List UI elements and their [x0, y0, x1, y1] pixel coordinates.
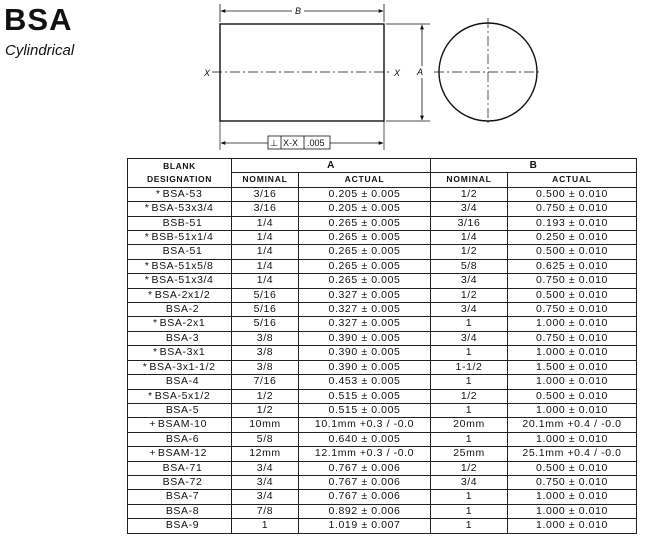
axis-label-left: X: [204, 68, 211, 78]
cell-a-nominal: 1/2: [232, 403, 299, 417]
designation-text: BSA-51x5/8: [151, 259, 214, 272]
dimension-label-b: B: [295, 6, 302, 16]
cell-b-actual: 1.000 ± 0.010: [508, 432, 637, 446]
table-row: [128, 216, 637, 230]
table-row: [128, 187, 637, 201]
group-header-a: A: [232, 159, 431, 173]
cell-a-actual: 0.515 ± 0.005: [299, 389, 431, 403]
cell-a-nominal: 5/8: [232, 432, 299, 446]
column-header-a-nominal: NOMINAL: [232, 173, 299, 187]
designation-mark: *: [144, 202, 150, 215]
designation-text: BSA-53: [162, 187, 203, 200]
designation-text: BSA-5x1/2: [154, 389, 211, 402]
designation-text: BSA-4: [165, 375, 200, 388]
cell-a-nominal: 12mm: [232, 447, 299, 461]
cell-designation: [128, 245, 232, 259]
designation-text: BSB-51x1/4: [151, 231, 214, 244]
designation-text: BSA-5: [165, 403, 200, 416]
cell-a-actual: 0.390 ± 0.005: [299, 360, 431, 374]
cell-b-nominal: 3/4: [431, 331, 508, 345]
designation-mark: *: [144, 231, 150, 244]
cell-b-actual: 1.500 ± 0.010: [508, 360, 637, 374]
cell-designation: [128, 187, 232, 201]
designation-text: BSA-3: [165, 331, 200, 344]
designation-text: BSA-2x1/2: [154, 288, 211, 301]
cell-designation: [128, 274, 232, 288]
cell-a-actual: 0.205 ± 0.005: [299, 202, 431, 216]
cell-b-actual: 20.1mm +0.4 / -0.0: [508, 418, 637, 432]
cell-b-actual: 0.500 ± 0.010: [508, 245, 637, 259]
cell-designation: [128, 403, 232, 417]
dimensions-table: [127, 158, 637, 534]
perpendicularity-symbol: ⊥: [270, 138, 278, 148]
designation-text: BSA-2: [165, 303, 200, 316]
designation-text: BSA-3x1: [159, 346, 206, 359]
table-row: [128, 360, 637, 374]
cell-a-nominal: 3/8: [232, 360, 299, 374]
table-row: [128, 274, 637, 288]
cell-b-nominal: 1: [431, 432, 508, 446]
cell-b-actual: 0.750 ± 0.010: [508, 331, 637, 345]
cell-a-nominal: 1/4: [232, 274, 299, 288]
cell-b-actual: 0.500 ± 0.010: [508, 461, 637, 475]
cell-b-nominal: 3/4: [431, 475, 508, 489]
cell-designation: [128, 447, 232, 461]
cell-designation: [128, 389, 232, 403]
cell-b-actual: 1.000 ± 0.010: [508, 403, 637, 417]
cell-a-actual: 0.205 ± 0.005: [299, 187, 431, 201]
cell-b-nominal: 1: [431, 504, 508, 518]
designation-mark: *: [148, 288, 153, 301]
cell-a-nominal: 3/16: [232, 202, 299, 216]
cell-b-nominal: 1: [431, 519, 508, 533]
cell-b-nominal: 25mm: [431, 447, 508, 461]
tolerance-datum: X-X: [283, 138, 299, 148]
table-row: [128, 504, 637, 518]
table-row: [128, 375, 637, 389]
cell-b-actual: 0.500 ± 0.010: [508, 187, 637, 201]
designation-text: BSA-71: [162, 461, 203, 474]
designation-text: BSAM-12: [157, 447, 208, 460]
cell-designation: [128, 303, 232, 317]
cell-a-nominal: 3/8: [232, 346, 299, 360]
cell-b-actual: 1.000 ± 0.010: [508, 490, 637, 504]
cell-designation: [128, 519, 232, 533]
cell-designation: [128, 360, 232, 374]
column-header-b-nominal: NOMINAL: [431, 173, 508, 187]
cell-b-nominal: 1: [431, 346, 508, 360]
cell-a-nominal: 3/4: [232, 490, 299, 504]
table-row: [128, 403, 637, 417]
cell-designation: [128, 331, 232, 345]
cell-b-actual: 0.625 ± 0.010: [508, 259, 637, 273]
cell-designation: [128, 490, 232, 504]
table-row: [128, 490, 637, 504]
cell-designation: [128, 418, 232, 432]
cell-a-nominal: 1/4: [232, 216, 299, 230]
cell-a-actual: 12.1mm +0.3 / -0.0: [299, 447, 431, 461]
cell-a-nominal: 3/4: [232, 461, 299, 475]
product-subtitle: Cylindrical: [5, 42, 75, 59]
cell-b-actual: 0.750 ± 0.010: [508, 274, 637, 288]
cell-b-actual: 0.750 ± 0.010: [508, 202, 637, 216]
table-row: [128, 432, 637, 446]
cell-b-actual: 1.000 ± 0.010: [508, 346, 637, 360]
cell-a-nominal: 5/16: [232, 303, 299, 317]
cell-a-actual: 10.1mm +0.3 / -0.0: [299, 418, 431, 432]
cell-b-nominal: 3/4: [431, 202, 508, 216]
cell-a-nominal: 10mm: [232, 418, 299, 432]
cell-b-actual: 0.500 ± 0.010: [508, 288, 637, 302]
designation-text: BSA-51x3/4: [151, 274, 214, 287]
designation-mark: +: [149, 447, 156, 460]
cell-a-nominal: 3/4: [232, 475, 299, 489]
table-row: [128, 245, 637, 259]
table-row: [128, 202, 637, 216]
table-body: [128, 187, 637, 533]
cell-b-nominal: 3/4: [431, 303, 508, 317]
cell-b-actual: 1.000 ± 0.010: [508, 317, 637, 331]
cell-a-actual: 0.767 ± 0.006: [299, 490, 431, 504]
designation-mark: *: [144, 259, 150, 272]
cell-a-nominal: 1: [232, 519, 299, 533]
cell-b-nominal: 5/8: [431, 259, 508, 273]
cell-a-nominal: 7/16: [232, 375, 299, 389]
table-row: [128, 303, 637, 317]
cell-a-actual: 0.390 ± 0.005: [299, 346, 431, 360]
group-header-b: B: [431, 159, 637, 173]
cell-a-actual: 0.453 ± 0.005: [299, 375, 431, 389]
designation-mark: *: [152, 317, 158, 330]
cell-a-actual: 0.767 ± 0.006: [299, 475, 431, 489]
cell-b-nominal: 1-1/2: [431, 360, 508, 374]
cell-a-nominal: 3/16: [232, 187, 299, 201]
cell-a-actual: 0.327 ± 0.005: [299, 303, 431, 317]
designation-text: BSA-53x3/4: [151, 202, 214, 215]
cell-b-nominal: 1: [431, 317, 508, 331]
table-row: [128, 259, 637, 273]
designation-text: BSA-3x1-1/2: [149, 360, 216, 373]
cell-b-actual: 0.193 ± 0.010: [508, 216, 637, 230]
dimension-label-a: A: [417, 67, 424, 77]
cell-designation: [128, 475, 232, 489]
header-blank: BLANK: [163, 160, 196, 171]
cell-a-nominal: 7/8: [232, 504, 299, 518]
cell-a-nominal: 5/16: [232, 288, 299, 302]
column-header-designation: [128, 159, 232, 188]
designation-mark: *: [142, 360, 148, 373]
cell-a-nominal: 1/2: [232, 389, 299, 403]
cell-b-nominal: 1/2: [431, 288, 508, 302]
designation-text: BSA-51: [162, 245, 203, 258]
product-title: BSA: [4, 2, 73, 37]
table-row: [128, 389, 637, 403]
cell-b-nominal: 3/16: [431, 216, 508, 230]
cell-a-actual: 0.327 ± 0.005: [299, 317, 431, 331]
cell-b-actual: 1.000 ± 0.010: [508, 519, 637, 533]
cell-b-nominal: 1/2: [431, 461, 508, 475]
cell-a-actual: 0.892 ± 0.006: [299, 504, 431, 518]
cell-designation: [128, 504, 232, 518]
cell-b-nominal: 1: [431, 490, 508, 504]
tolerance-value: .005: [307, 138, 325, 148]
cell-designation: [128, 202, 232, 216]
cell-a-nominal: 1/4: [232, 231, 299, 245]
cell-b-nominal: 1/4: [431, 231, 508, 245]
cell-designation: [128, 288, 232, 302]
cell-a-nominal: 5/16: [232, 317, 299, 331]
cell-b-actual: 0.500 ± 0.010: [508, 389, 637, 403]
designation-mark: *: [144, 274, 150, 287]
cell-a-actual: 0.265 ± 0.005: [299, 274, 431, 288]
cell-a-actual: 0.767 ± 0.006: [299, 461, 431, 475]
cell-designation: [128, 216, 232, 230]
cell-b-nominal: 20mm: [431, 418, 508, 432]
table-row: [128, 331, 637, 345]
cell-designation: [128, 432, 232, 446]
cell-b-actual: 0.750 ± 0.010: [508, 475, 637, 489]
table-row: [128, 461, 637, 475]
cell-designation: [128, 259, 232, 273]
cell-b-nominal: 1/2: [431, 389, 508, 403]
table-row: [128, 231, 637, 245]
table-row: [128, 418, 637, 432]
table-row: [128, 317, 637, 331]
cylinder-side-view: [220, 24, 384, 121]
cell-a-nominal: 3/8: [232, 331, 299, 345]
cell-b-actual: 0.250 ± 0.010: [508, 231, 637, 245]
cell-a-actual: 0.265 ± 0.005: [299, 231, 431, 245]
cell-a-nominal: 1/4: [232, 245, 299, 259]
designation-text: BSA-72: [162, 475, 203, 488]
cell-b-actual: 1.000 ± 0.010: [508, 375, 637, 389]
cell-a-actual: 0.390 ± 0.005: [299, 331, 431, 345]
designation-text: BSA-6: [165, 432, 200, 445]
column-header-b-actual: ACTUAL: [508, 173, 637, 187]
technical-drawing: [0, 0, 655, 158]
designation-text: BSA-2x1: [159, 317, 206, 330]
cell-b-actual: 1.000 ± 0.010: [508, 504, 637, 518]
designation-mark: *: [155, 187, 161, 200]
column-header-a-actual: ACTUAL: [299, 173, 431, 187]
cell-a-actual: 1.019 ± 0.007: [299, 519, 431, 533]
designation-text: BSA-8: [165, 504, 200, 517]
cell-b-nominal: 3/4: [431, 274, 508, 288]
designation-text: BSAM-10: [157, 418, 208, 431]
cell-designation: [128, 231, 232, 245]
cell-designation: [128, 317, 232, 331]
cell-b-nominal: 1: [431, 403, 508, 417]
designation-text: BSB-51: [162, 216, 203, 229]
cell-b-nominal: 1/2: [431, 187, 508, 201]
cell-b-nominal: 1/2: [431, 245, 508, 259]
table-row: [128, 447, 637, 461]
cell-a-actual: 0.265 ± 0.005: [299, 259, 431, 273]
cell-a-nominal: 1/4: [232, 259, 299, 273]
cell-designation: [128, 346, 232, 360]
cell-b-actual: 25.1mm +0.4 / -0.0: [508, 447, 637, 461]
designation-text: BSA-7: [165, 490, 200, 503]
cell-a-actual: 0.515 ± 0.005: [299, 403, 431, 417]
designation-mark: *: [148, 389, 153, 402]
table-row: [128, 288, 637, 302]
cell-a-actual: 0.640 ± 0.005: [299, 432, 431, 446]
cell-a-actual: 0.327 ± 0.005: [299, 288, 431, 302]
table-row: [128, 519, 637, 533]
header-designation: DESIGNATION: [146, 173, 212, 184]
axis-label-right: X: [394, 68, 401, 78]
cell-a-actual: 0.265 ± 0.005: [299, 245, 431, 259]
cell-b-nominal: 1: [431, 375, 508, 389]
cell-designation: [128, 375, 232, 389]
cell-a-actual: 0.265 ± 0.005: [299, 216, 431, 230]
designation-mark: *: [152, 346, 158, 359]
designation-mark: +: [149, 418, 156, 431]
cell-designation: [128, 461, 232, 475]
designation-text: BSA-9: [165, 519, 200, 532]
table-row: [128, 346, 637, 360]
cell-b-actual: 0.750 ± 0.010: [508, 303, 637, 317]
table-row: [128, 475, 637, 489]
